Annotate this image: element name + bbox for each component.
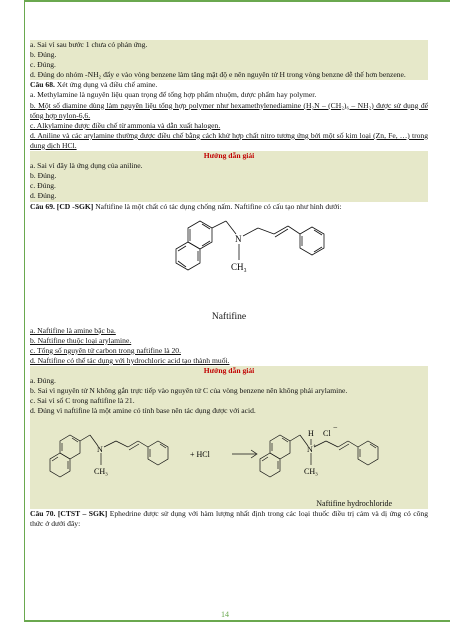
q69-guide-heading: Hướng dẫn giải xyxy=(203,366,255,376)
page-border-bottom xyxy=(24,620,450,622)
reactant-n-label: N xyxy=(97,444,103,454)
q68-answer-d: d. Đúng. xyxy=(30,191,57,201)
q68-answer-b: b. Đúng. xyxy=(30,171,57,181)
product-h-label: H xyxy=(308,428,314,438)
page-number: 14 xyxy=(221,610,229,619)
q68-option-d: d. Aniline và các arylamine thường được điều chế bằng cách khử hợp chất nitro tương ứng bởi một số kim loại (Zn, Fe, …) trong dung dịch HCl. xyxy=(30,130,428,150)
answer-d: d. Đúng do nhóm -NH₂ đẩy e vào vòng benzene làm tăng mật độ e nên nguyên tử H trong vòng benzne dễ thế hơn benzene. xyxy=(30,70,406,80)
q69-answer-a: a. Đúng. xyxy=(30,376,56,386)
naftifine-hcl-equation xyxy=(30,419,428,497)
q68-answer-c: c. Đúng. xyxy=(30,181,56,191)
q69-answer-b: b. Sai vì nguyên tử N không gắn trực tiếp vào nguyên tử C của vòng benzene nên không phải arylamine. xyxy=(30,386,348,396)
product-n-label: N xyxy=(307,444,313,454)
answer-c: c. Đúng. xyxy=(30,60,56,70)
mol-methyl-label: CH₃ xyxy=(231,261,247,272)
question-68-stem: Xét ứng dụng và điều chế amine. xyxy=(54,80,158,90)
hcl-reagent: + HCl xyxy=(190,449,210,459)
question-68 xyxy=(30,80,428,90)
q68-option-a-text: a. Methylamine là nguyên liệu quan trọng để tổng hợp phẩm nhuộm, dược phẩm hay polymer. xyxy=(30,90,317,100)
q69-answer-c: c. Sai vì số C trong naftifine là 21. xyxy=(30,396,135,406)
q69-option-c: c. Tổng số nguyên tử carbon trong naftifine là 20. xyxy=(30,345,181,355)
q68-guide-block xyxy=(30,151,428,201)
product-n-charge: + xyxy=(313,443,317,450)
answer-block-previous xyxy=(30,40,428,80)
q69-option-d: d. Naftifine có thể tác dụng với hydrochloric acid tạo thành muối. xyxy=(30,355,230,365)
q69-option-b: b. Naftifine thuộc loại arylamine. xyxy=(30,335,132,345)
mol-nitrogen-label: N xyxy=(235,233,242,244)
document-content xyxy=(30,40,428,529)
phenyl-ring xyxy=(300,227,324,255)
q69-answer-d: d. Đúng vì naftifine là một amine có tính base nên tác dụng được với acid. xyxy=(30,406,256,416)
question-69-stem: Naftifine là một chất có tác dụng chống nấm. Naftifine có cấu tạo như hình dưới: xyxy=(93,201,342,211)
product-caption: Naftifine hydrochloride xyxy=(316,498,392,508)
answer-a: a. Sai vì sau bước 1 chưa có phản ứng. xyxy=(30,40,148,49)
q69-guide-block xyxy=(30,366,428,509)
q68-option-a xyxy=(30,90,428,100)
question-70 xyxy=(30,509,428,529)
reactant-ch3-label: CH₃ xyxy=(94,466,108,476)
q69-option-a: a. Naftifine là amine bậc ba. xyxy=(30,325,116,335)
product-ch3-label: CH₃ xyxy=(304,466,318,476)
question-69-title: Câu 69. [CD -SGK] xyxy=(30,201,94,211)
q68-option-b: b. Một số diamine dùng làm nguyên liệu tổng hợp polymer như hexamethylenediamine (H₂N – (CH₂)₆ – NH₂) được sử dụng để tổng hợp nylon-6,6. xyxy=(30,100,428,120)
product-cl-charge: − xyxy=(333,422,338,432)
equation-svg xyxy=(30,419,428,497)
q68-option-c: c. Alkylamine được điều chế từ ammonia và dẫn xuất halogen. xyxy=(30,120,221,130)
question-69 xyxy=(30,202,428,212)
question-68-title: Câu 68. xyxy=(30,80,55,90)
q68-guide-heading: Hướng dẫn giải xyxy=(203,151,255,161)
naftifine-caption: Naftifine xyxy=(211,311,247,322)
product-cl-label: Cl xyxy=(323,428,331,438)
q68-answer-a: a. Sai vì đây là ứng dụng của aniline. xyxy=(30,161,143,171)
naphthalene-ring-2 xyxy=(176,242,200,270)
naftifine-structure xyxy=(30,214,428,306)
question-70-stem: Ephedrine được sử dụng với hàm lượng nhất định trong các loại thuốc điều trị cảm và dị ứng có công thức ở dưới đây: xyxy=(30,508,428,528)
naftifine-structure-svg xyxy=(30,214,428,306)
answer-b: b. Đúng. xyxy=(30,50,57,60)
question-70-title: Câu 70. [CTST – SGK] xyxy=(30,508,108,518)
naphthalene-ring-1 xyxy=(188,221,212,249)
